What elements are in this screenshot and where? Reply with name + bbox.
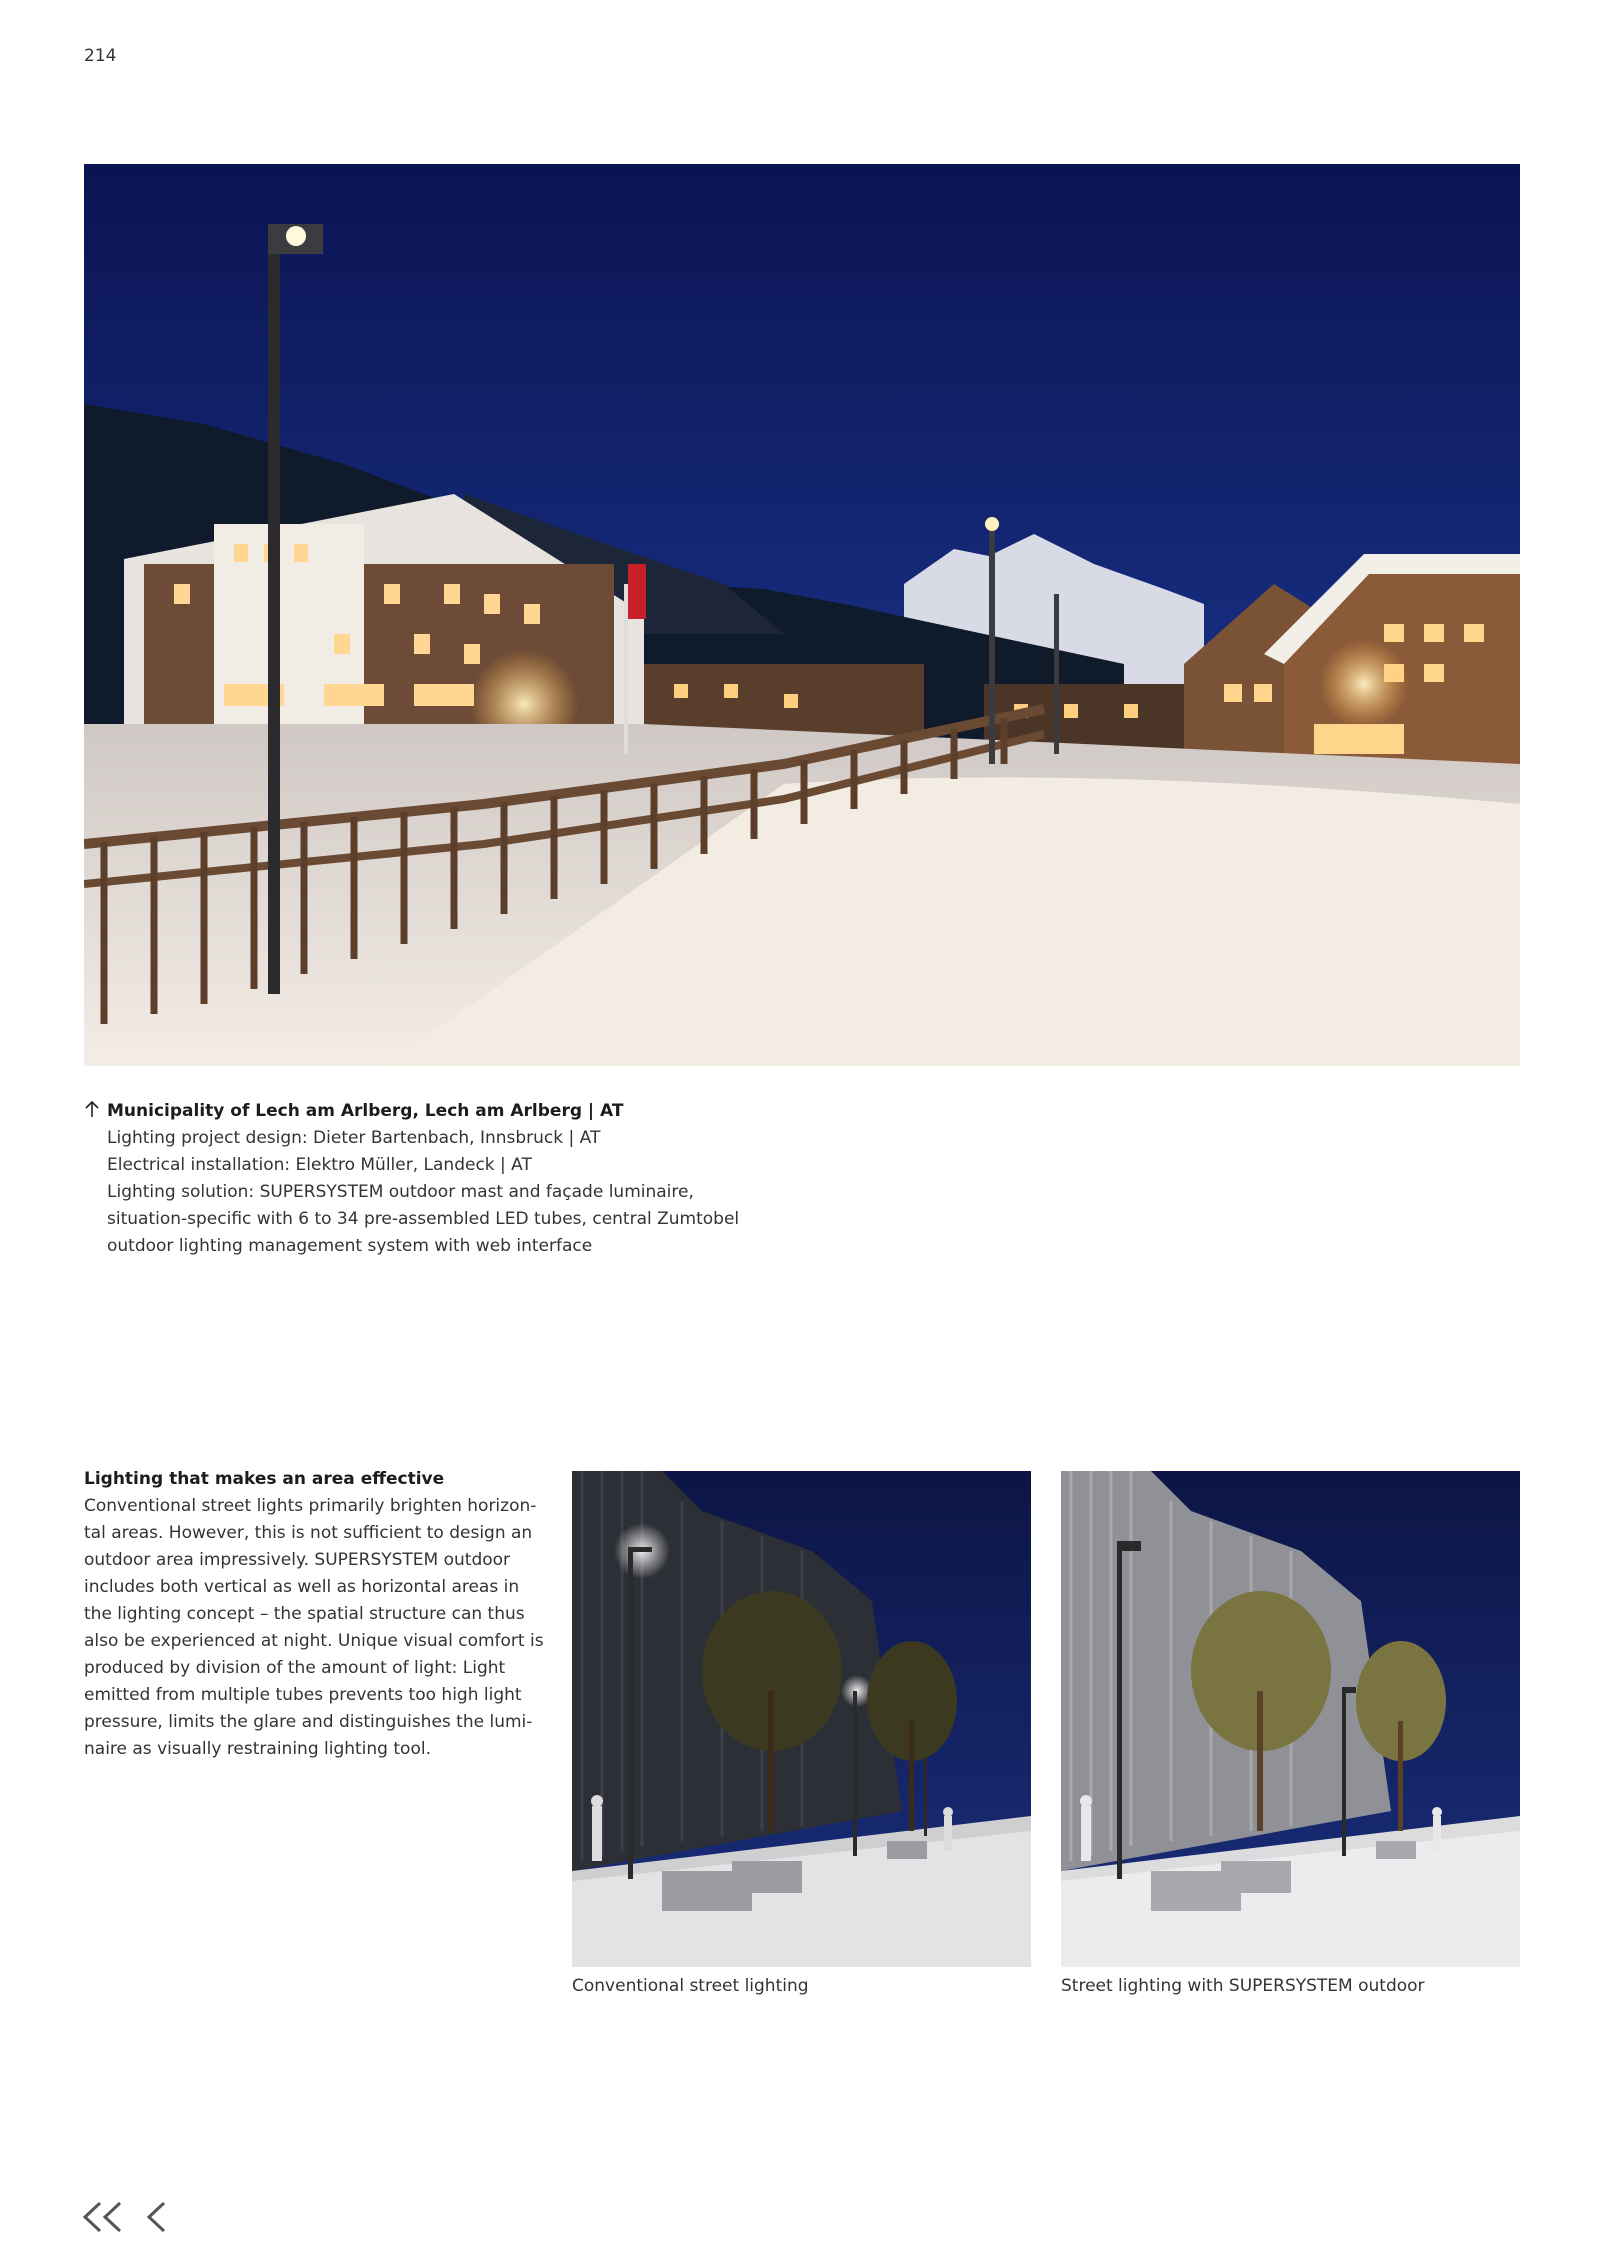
article-line: pressure, limits the glare and distinguishes the lumi- bbox=[84, 1712, 533, 1732]
article-line: emitted from multiple tubes prevents too high light bbox=[84, 1685, 522, 1705]
page-navigation bbox=[80, 2200, 170, 2238]
article-line: includes both vertical as well as horizontal areas in bbox=[84, 1577, 520, 1597]
article-line: also be experienced at night. Unique visual comfort is bbox=[84, 1631, 544, 1651]
caption-line-design: Lighting project design: Dieter Bartenbach, Innsbruck | AT bbox=[107, 1128, 601, 1148]
article-line: outdoor area impressively. SUPERSYSTEM outdoor bbox=[84, 1550, 511, 1570]
article-line: Conventional street lights primarily brighten horizon- bbox=[84, 1496, 537, 1516]
article-line: the lighting concept – the spatial structure can thus bbox=[84, 1604, 525, 1624]
arrow-up-icon bbox=[84, 1100, 100, 1118]
caption-supersystem: Street lighting with SUPERSYSTEM outdoor bbox=[1061, 1976, 1425, 1996]
first-page-button[interactable] bbox=[80, 2200, 126, 2238]
article-heading: Lighting that makes an area effective bbox=[84, 1469, 445, 1489]
photo-supersystem-outdoor-lighting bbox=[1061, 1471, 1520, 1967]
page-number: 214 bbox=[84, 46, 117, 66]
previous-page-button[interactable] bbox=[144, 2200, 170, 2238]
hero-caption bbox=[84, 1098, 804, 1260]
caption-conventional: Conventional street lighting bbox=[572, 1976, 809, 1996]
photo-conventional-street-lighting bbox=[572, 1471, 1031, 1967]
caption-line-solution: Lighting solution: SUPERSYSTEM outdoor mast and façade luminaire, bbox=[107, 1182, 694, 1202]
caption-line-solution-2: situation-specific with 6 to 34 pre-assembled LED tubes, central Zumtobel bbox=[107, 1209, 740, 1229]
double-chevron-left-icon bbox=[80, 2200, 126, 2234]
caption-line-installation: Electrical installation: Elektro Müller, Landeck | AT bbox=[107, 1155, 532, 1175]
hero-photo-lech-village-night bbox=[84, 164, 1520, 1066]
article-line: tal areas. However, this is not sufficient to design an bbox=[84, 1523, 533, 1543]
article-section bbox=[84, 1466, 554, 1763]
caption-line-solution-3: outdoor lighting management system with web interface bbox=[107, 1236, 593, 1256]
chevron-left-icon bbox=[144, 2200, 170, 2234]
article-line: naire as visually restraining lighting tool. bbox=[84, 1739, 431, 1759]
project-title: Municipality of Lech am Arlberg, Lech am Arlberg | AT bbox=[107, 1101, 624, 1121]
article-line: produced by division of the amount of light: Light bbox=[84, 1658, 506, 1678]
